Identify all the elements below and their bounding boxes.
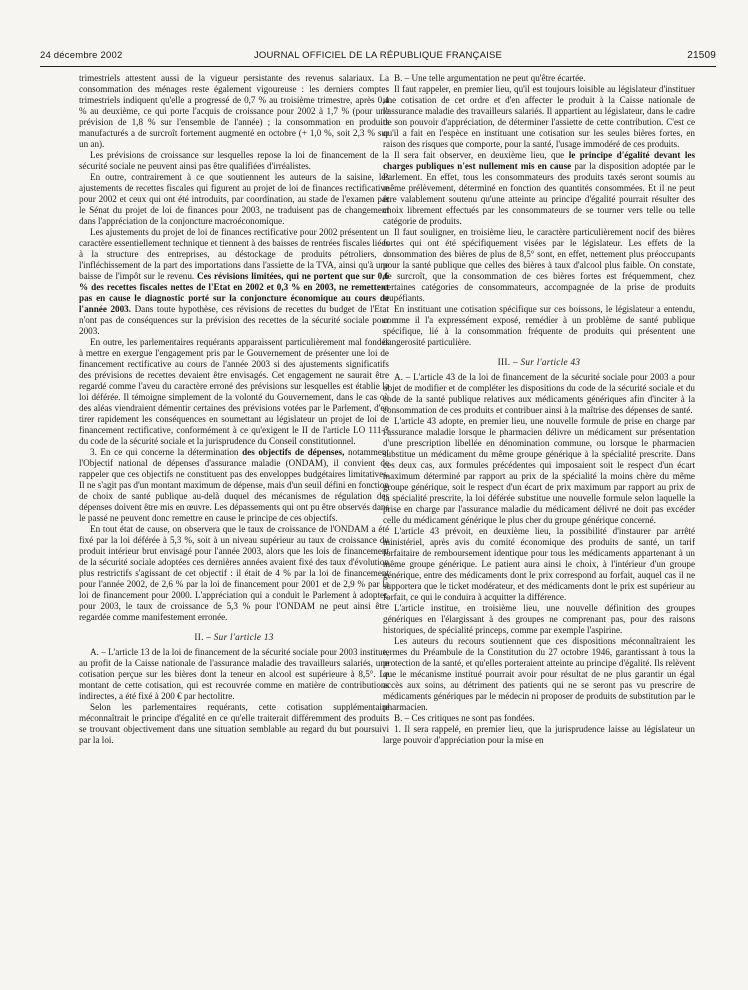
- paragraph: L'article 43 adopte, en premier lieu, une nouvelle formule de prise en charge par l'assurance maladie lorsque le pharmacien délivre un médicament sur présentation d'une prescription libellée en dénomination commune, ou lorsque le pharmacien substitue un médicament du même groupe générique à la spécialité prescrite. Dans ces deux cas, aux formules précédentes qui imposaient soit le respect d'un écart maximum déterminé par rapport au prix de la spécialité la moins chère du même groupe générique, soit le respect d'un écart de prix maximum par rapport au prix de la spécialité prescrite, la loi déférée substitue une nouvelle formule selon laquelle la prise en charge par l'assurance maladie du médicament délivré ne doit pas excéder celle du médicament générique le plus cher du groupe générique concerné.: [383, 416, 695, 525]
- paragraph: 1. Il sera rappelé, en premier lieu, que la jurisprudence laisse au législateur un large pouvoir d'appréciation pour la mise en: [383, 724, 695, 745]
- text-run: Il sera fait observer, en deuxième lieu, que: [394, 150, 565, 160]
- bold-text-run: le principe d'égalité devant les charges publiques n'est nullement mis en cause: [383, 150, 696, 171]
- paragraph: En outre, contrairement à ce que soutiennent les auteurs de la saisine, les ajustements de recettes fiscales qui figurent au projet de loi de finances rectificative pour 2002 et ceux qui ont été introduits, par coordination, au stade de l'examen par le Sénat du projet de loi de finances pour 2003, ne traduisent pas de changement dans l'appréciation de la conjoncture macroéconomique.: [79, 172, 389, 226]
- paragraph: L'article institue, en troisième lieu, une nouvelle définition des groupes génériques en l'élargissant à des groupes ne comprenant pas, pour des raisons historiques, de spécialité princeps, comme par exemple l'aspirine.: [383, 603, 695, 635]
- section-number: II. –: [194, 632, 212, 642]
- paragraph: A. – L'article 43 de la loi de financement de la sécurité sociale pour 2003 a pour objet de modifier et de compléter les dispositions du code de la sécurité sociale et du code de la santé publique relatives aux médicaments génériques afin d'inciter à la consommation de ces produits et contribuer ainsi à la maîtrise des dépenses de santé.: [383, 372, 695, 415]
- text-run: Dans toute hypothèse, ces révisions de recettes du budget de l'Etat n'ont pas de conséquences sur la prévision des recettes de la sécurité sociale pour 2003.: [79, 304, 390, 336]
- journal-title: JOURNAL OFFICIEL DE LA RÉPUBLIQUE FRANÇAISE: [253, 50, 503, 61]
- paragraph: En instituant une cotisation spécifique sur ces boissons, le législateur a entendu, comme il l'a expressément exposé, remédier à un problème de santé publique spécifique, lié à la consommation fréquente de produits qui présentent une dangerosité particulière.: [383, 304, 695, 347]
- page-header: [40, 50, 716, 64]
- paragraph: [79, 447, 389, 524]
- bold-text-run: des objectifs de dépenses,: [242, 447, 345, 457]
- paragraph: L'article 43 prévoit, en deuxième lieu, la possibilité d'instaurer par arrêté ministériel, après avis du comité économique des produits de santé, un tarif forfaitaire de remboursement identique pour tous les médicaments appartenant à un même groupe générique. Le patient aura ainsi le choix, à l'intérieur d'un groupe générique, entre des médicaments dont le prix correspond au forfait, auquel cas il ne supportera que le ticket modérateur, et des médicaments dont le prix est supérieur au forfait, ce qui le conduira à acquitter la différence.: [383, 526, 695, 602]
- paragraph: trimestriels attestent aussi de la vigueur persistante des revenus salariaux. La consommation des ménages reste également vigoureuse : les derniers comptes trimestriels indiquent qu'elle a progressé de 0,7 % au troisième trimestre, après 0,4 % au deuxième, ce qui porte l'acquis de croissance pour 2002 à 1,7 % (pour une prévision de 1,8 % sur l'ensemble de l'année) ; la consommation en produits manufacturés a de surcroît fortement augmenté en octobre (+ 1,0 %, soit 2,3 % sur un an).: [79, 73, 389, 149]
- text-run: Les ajustements du projet de loi de finances rectificative pour 2002 présentent un caractère essentiellement technique et tiennent à des baisses de rentrées fiscales liées à la structure des entreprises, au déstockage de produits pétroliers, à l'infléchissement de la part des importations dans l'assiette de la TVA, ainsi qu'à une baisse de l'impôt sur le revenu.: [79, 227, 389, 281]
- section-title: Sur l'article 13: [213, 632, 274, 642]
- right-column: [383, 73, 695, 746]
- paragraph: En outre, les parlementaires requérants apparaissent particulièrement mal fondés à mettre en exergue l'engagement pris par le Gouvernement de présenter une loi de financement rectificative au cours de l'année 2003 si des ajustements significatifs des prévisions de recettes devaient être envisagés. Cet engagement ne saurait être regardé comme l'aveu du caractère erroné des prévisions sur lesquelles est établie la loi déférée. Il témoigne simplement de la volonté du Gouvernement, dans le cas où des aléas viendraient démentir certaines des prévisions votées par le Parlement, d'en tirer rapidement les conséquences en soumettant au législateur un projet de loi de financement rectificative, conformément à ce qu'exigent le II de l'article LO 111-3 du code de la sécurité sociale et la jurisprudence du Conseil constitutionnel.: [79, 337, 389, 446]
- section-title: Sur l'article 43: [520, 357, 581, 367]
- section-heading: [383, 357, 695, 368]
- paragraph: Il faut rappeler, en premier lieu, qu'il est toujours loisible au législateur d'instituer une cotisation de cet ordre et d'en affecter le produit à la Caisse nationale de l'assurance maladie des travailleurs salariés. Il appartient au législateur, dans le cadre de son pouvoir d'appréciation, de déterminer l'assiette de cette contribution. C'est ce qu'il a fait en l'espèce en instituant une cotisation sur les seules bières fortes, en raison des risques que comporte, pour la santé, l'usage immodéré de ces produits.: [383, 84, 695, 149]
- paragraph: [79, 227, 389, 337]
- header-date: 24 décembre 2002: [40, 50, 123, 61]
- section-number: III. –: [497, 357, 518, 367]
- page-number: 21509: [687, 50, 716, 61]
- paragraph: Les prévisions de croissance sur lesquelles repose la loi de financement de la sécurité sociale ne peuvent ainsi pas être qualifiées d'irréalistes.: [79, 150, 389, 171]
- paragraph: Il faut souligner, en troisième lieu, le caractère particulièrement nocif des bières fortes qui ont été spécifiquement visées par le législateur. Les effets de la consommation des bières de plus de 8,5° sont, en effet, nettement plus préoccupants pour la santé publique que celles des bières à taux d'alcool plus faible. On constate, de surcroît, que la consommation de ces bières fortes est fréquemment, chez certaines catégories de consommateurs, accompagnée de la prise de produits stupéfiants.: [383, 227, 695, 303]
- paragraph: Les auteurs du recours soutiennent que ces dispositions méconnaîtraient les termes du Préambule de la Constitution du 27 octobre 1946, garantissant à tous la protection de la santé, et qu'elles porteraient atteinte au principe d'égalité. Ils relèvent que le mécanisme institué pourrait avoir pour résultat de ne plus garantir un égal accès aux soins, au détriment des patients qui ne se seront pas vu prescrire de médicaments génériques par le médecin ni proposer de produits de substitution par le pharmacien.: [383, 636, 695, 712]
- paragraph: A. – L'article 13 de la loi de financement de la sécurité sociale pour 2003 institue, au profit de la Caisse nationale de l'assurance maladie des travailleurs salariés, une cotisation perçue sur les bières dont la teneur en alcool est supérieure à 8,5°. Le montant de cette cotisation, qui est recouvrée comme en matière de contributions indirectes, a été fixé à 200 € par hectolitre.: [79, 647, 389, 701]
- header-rule: [40, 66, 716, 67]
- bold-text-run: Ces révisions limitées, qui ne portent que sur 0,6 % des recettes fiscales nettes de l'Etat en 2002 et 0,3 % en 2003, ne remettent pas en cause le diagnostic porté sur la conjoncture économique au cours de l'année 2003.: [79, 271, 389, 314]
- paragraph: B. – Ces critiques ne sont pas fondées.: [394, 713, 535, 723]
- text-run: par la disposition adoptée par le Parlement. En effet, tous les consommateurs des produits taxés seront soumis au même prélèvement, déterminé en fonction des quantités consommées. Et il ne peut être valablement soutenu qu'une atteinte au principe d'égalité pourrait résulter des choix librement effectués par les consommateurs de se tourner vers telle ou telle catégorie de produits.: [383, 161, 696, 226]
- paragraph: [383, 150, 695, 227]
- text-run: 3. En ce qui concerne la détermination: [90, 447, 239, 457]
- section-heading: [79, 632, 389, 643]
- text-run: notamment l'Objectif national de dépenses d'assurance maladie (ONDAM), il convient de rappeler que ces objectifs ne constituent pas des enveloppes budgétaires limitatives. Il ne s'agit pas d'un montant maximum de dépense, mais d'un seuil défini en fonction de choix de santé publique au-delà duquel des mécanismes de régulation des dépenses doivent être mis en œuvre. Les dépassements qui ont pu être observés dans le passé ne peuvent donc remettre en cause le principe de ces objectifs.: [79, 447, 390, 523]
- paragraph: B. – Une telle argumentation ne peut qu'être écartée.: [394, 73, 586, 83]
- paragraph: En tout état de cause, on observera que le taux de croissance de l'ONDAM a été fixé par la loi déférée à 5,3 %, soit à un niveau supérieur au taux de croissance du produit intérieur brut envisagé pour l'année 2003, alors que les lois de financement de la sécurité sociale adoptées ces dernières années avaient fixé des taux d'évolution plus restrictifs s'agissant de cet objectif : il était de 4 % par la loi de financement pour l'année 2002, de 2,6 % par la loi de financement pour 2001 et de 2,9 % par la loi de financement pour 2000. L'appréciation qui a conduit le Parlement à adopter, pour 2003, le taux de croissance de 5,3 % pour l'ONDAM ne peut ainsi être regardée comme manifestement erronée.: [79, 524, 389, 622]
- left-column: [79, 73, 389, 746]
- paragraph: Selon les parlementaires requérants, cette cotisation supplémentaire méconnaîtrait le principe d'égalité en ce qu'elle traiterait différemment des produits se trouvant objectivement dans une situation semblable au regard du but poursuivi par la loi.: [79, 702, 389, 745]
